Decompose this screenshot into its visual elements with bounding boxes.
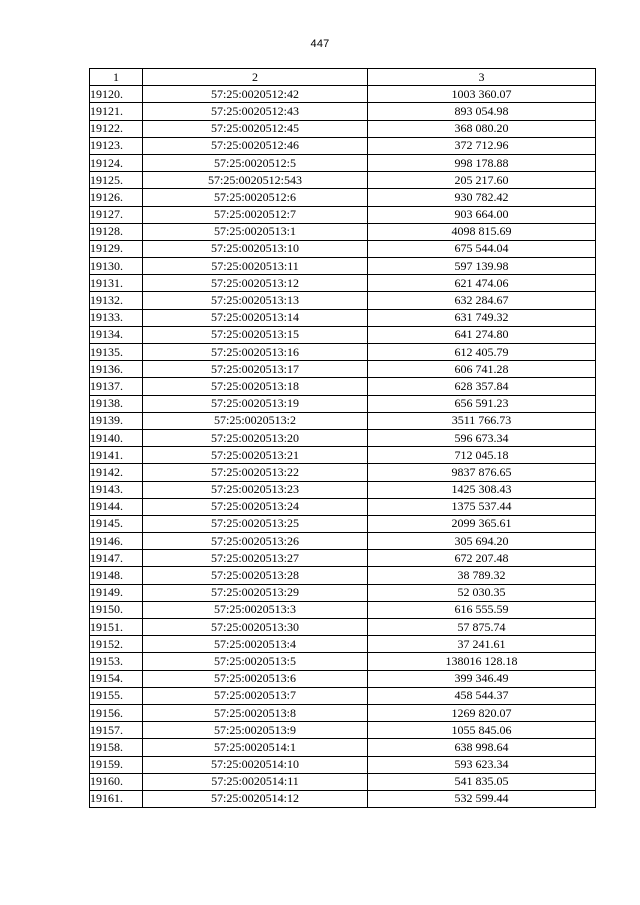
cadastral-number-cell: 57:25:0020513:29	[143, 584, 368, 601]
value-cell: 399 346.49	[368, 670, 596, 687]
table-row	[90, 601, 596, 618]
cadastral-number-cell: 57:25:0020513:7	[143, 687, 368, 704]
value-cell: 712 045.18	[368, 447, 596, 464]
value-cell: 4098 815.69	[368, 223, 596, 240]
column-header-3: 3	[368, 69, 596, 86]
cadastral-number-cell: 57:25:0020513:26	[143, 533, 368, 550]
value-cell: 593 623.34	[368, 756, 596, 773]
table-row	[90, 790, 596, 807]
cadastral-number-cell: 57:25:0020514:10	[143, 756, 368, 773]
value-cell: 616 555.59	[368, 601, 596, 618]
value-cell: 903 664.00	[368, 206, 596, 223]
value-cell: 930 782.42	[368, 189, 596, 206]
value-cell: 638 998.64	[368, 739, 596, 756]
cadastral-number-cell: 57:25:0020514:11	[143, 773, 368, 790]
value-cell: 3511 766.73	[368, 412, 596, 429]
cadastral-number-cell: 57:25:0020513:12	[143, 275, 368, 292]
row-number-cell: 19143.	[90, 481, 143, 498]
value-cell: 893 054.98	[368, 103, 596, 120]
table-row	[90, 240, 596, 257]
table-row	[90, 739, 596, 756]
value-cell: 532 599.44	[368, 790, 596, 807]
cadastral-number-cell: 57:25:0020514:12	[143, 790, 368, 807]
row-number-cell: 19139.	[90, 412, 143, 429]
row-number-cell: 19133.	[90, 309, 143, 326]
row-number-cell: 19157.	[90, 722, 143, 739]
value-cell: 606 741.28	[368, 361, 596, 378]
table-row	[90, 361, 596, 378]
table-row	[90, 653, 596, 670]
cadastral-number-cell: 57:25:0020513:9	[143, 722, 368, 739]
cadastral-number-cell: 57:25:0020513:18	[143, 378, 368, 395]
cadastral-number-cell: 57:25:0020513:28	[143, 567, 368, 584]
column-header-1: 1	[90, 69, 143, 86]
table-row	[90, 395, 596, 412]
value-cell: 205 217.60	[368, 172, 596, 189]
cadastral-number-cell: 57:25:0020512:42	[143, 86, 368, 103]
value-cell: 9837 876.65	[368, 464, 596, 481]
cadastral-number-cell: 57:25:0020513:14	[143, 309, 368, 326]
table-row	[90, 722, 596, 739]
table-row	[90, 275, 596, 292]
table-row	[90, 498, 596, 515]
cadastral-number-cell: 57:25:0020513:23	[143, 481, 368, 498]
row-number-cell: 19135.	[90, 344, 143, 361]
row-number-cell: 19127.	[90, 206, 143, 223]
row-number-cell: 19149.	[90, 584, 143, 601]
cadastral-number-cell: 57:25:0020513:10	[143, 240, 368, 257]
cadastral-number-cell: 57:25:0020513:13	[143, 292, 368, 309]
cadastral-number-cell: 57:25:0020513:15	[143, 326, 368, 343]
row-number-cell: 19120.	[90, 86, 143, 103]
row-number-cell: 19156.	[90, 704, 143, 721]
table-row	[90, 533, 596, 550]
row-number-cell: 19154.	[90, 670, 143, 687]
value-cell: 38 789.32	[368, 567, 596, 584]
table-row	[90, 429, 596, 446]
table-row	[90, 326, 596, 343]
table-body	[90, 86, 596, 808]
row-number-cell: 19151.	[90, 619, 143, 636]
cadastral-number-cell: 57:25:0020513:8	[143, 704, 368, 721]
table-row	[90, 86, 596, 103]
cadastral-number-cell: 57:25:0020513:19	[143, 395, 368, 412]
table-row	[90, 309, 596, 326]
table-row	[90, 756, 596, 773]
value-cell: 998 178.88	[368, 154, 596, 171]
row-number-cell: 19155.	[90, 687, 143, 704]
cadastral-number-cell: 57:25:0020513:16	[143, 344, 368, 361]
row-number-cell: 19159.	[90, 756, 143, 773]
row-number-cell: 19146.	[90, 533, 143, 550]
cadastral-number-cell: 57:25:0020513:24	[143, 498, 368, 515]
cadastral-number-cell: 57:25:0020513:5	[143, 653, 368, 670]
table-row	[90, 567, 596, 584]
table-row	[90, 344, 596, 361]
value-cell: 368 080.20	[368, 120, 596, 137]
cadastral-number-cell: 57:25:0020513:21	[143, 447, 368, 464]
cadastral-number-cell: 57:25:0020513:11	[143, 258, 368, 275]
table-row	[90, 704, 596, 721]
row-number-cell: 19123.	[90, 137, 143, 154]
row-number-cell: 19158.	[90, 739, 143, 756]
table-row	[90, 206, 596, 223]
row-number-cell: 19161.	[90, 790, 143, 807]
table-row	[90, 223, 596, 240]
cadastral-number-cell: 57:25:0020513:25	[143, 515, 368, 532]
cadastral-table	[89, 68, 596, 808]
table-row	[90, 378, 596, 395]
table-header-row	[90, 69, 596, 86]
value-cell: 641 274.80	[368, 326, 596, 343]
row-number-cell: 19160.	[90, 773, 143, 790]
row-number-cell: 19122.	[90, 120, 143, 137]
table-row	[90, 292, 596, 309]
value-cell: 631 749.32	[368, 309, 596, 326]
row-number-cell: 19144.	[90, 498, 143, 515]
row-number-cell: 19121.	[90, 103, 143, 120]
row-number-cell: 19125.	[90, 172, 143, 189]
column-header-2: 2	[143, 69, 368, 86]
table-row	[90, 636, 596, 653]
row-number-cell: 19148.	[90, 567, 143, 584]
cadastral-number-cell: 57:25:0020514:1	[143, 739, 368, 756]
cadastral-number-cell: 57:25:0020513:30	[143, 619, 368, 636]
value-cell: 621 474.06	[368, 275, 596, 292]
cadastral-number-cell: 57:25:0020513:22	[143, 464, 368, 481]
value-cell: 612 405.79	[368, 344, 596, 361]
row-number-cell: 19145.	[90, 515, 143, 532]
value-cell: 1055 845.06	[368, 722, 596, 739]
value-cell: 305 694.20	[368, 533, 596, 550]
value-cell: 675 544.04	[368, 240, 596, 257]
table-row	[90, 550, 596, 567]
row-number-cell: 19131.	[90, 275, 143, 292]
cadastral-number-cell: 57:25:0020512:5	[143, 154, 368, 171]
cadastral-number-cell: 57:25:0020513:3	[143, 601, 368, 618]
cadastral-number-cell: 57:25:0020512:6	[143, 189, 368, 206]
table-row	[90, 412, 596, 429]
cadastral-number-cell: 57:25:0020513:1	[143, 223, 368, 240]
value-cell: 1375 537.44	[368, 498, 596, 515]
table-row	[90, 120, 596, 137]
value-cell: 628 357.84	[368, 378, 596, 395]
value-cell: 52 030.35	[368, 584, 596, 601]
cadastral-number-cell: 57:25:0020512:45	[143, 120, 368, 137]
row-number-cell: 19140.	[90, 429, 143, 446]
value-cell: 596 673.34	[368, 429, 596, 446]
cadastral-number-cell: 57:25:0020512:43	[143, 103, 368, 120]
value-cell: 1003 360.07	[368, 86, 596, 103]
table-row	[90, 464, 596, 481]
row-number-cell: 19147.	[90, 550, 143, 567]
row-number-cell: 19141.	[90, 447, 143, 464]
table-row	[90, 515, 596, 532]
value-cell: 1425 308.43	[368, 481, 596, 498]
row-number-cell: 19126.	[90, 189, 143, 206]
cadastral-number-cell: 57:25:0020512:543	[143, 172, 368, 189]
value-cell: 597 139.98	[368, 258, 596, 275]
row-number-cell: 19150.	[90, 601, 143, 618]
row-number-cell: 19128.	[90, 223, 143, 240]
value-cell: 2099 365.61	[368, 515, 596, 532]
row-number-cell: 19152.	[90, 636, 143, 653]
table-row	[90, 584, 596, 601]
table-row	[90, 137, 596, 154]
table-row	[90, 103, 596, 120]
row-number-cell: 19138.	[90, 395, 143, 412]
row-number-cell: 19142.	[90, 464, 143, 481]
table-row	[90, 670, 596, 687]
value-cell: 632 284.67	[368, 292, 596, 309]
cadastral-number-cell: 57:25:0020513:27	[143, 550, 368, 567]
table-row	[90, 619, 596, 636]
cadastral-number-cell: 57:25:0020513:20	[143, 429, 368, 446]
value-cell: 541 835.05	[368, 773, 596, 790]
value-cell: 1269 820.07	[368, 704, 596, 721]
value-cell: 372 712.96	[368, 137, 596, 154]
cadastral-number-cell: 57:25:0020513:17	[143, 361, 368, 378]
value-cell: 672 207.48	[368, 550, 596, 567]
cadastral-number-cell: 57:25:0020512:46	[143, 137, 368, 154]
value-cell: 458 544.37	[368, 687, 596, 704]
table-row	[90, 172, 596, 189]
cadastral-number-cell: 57:25:0020513:2	[143, 412, 368, 429]
page-number: 447	[310, 38, 330, 50]
table-row	[90, 687, 596, 704]
cadastral-number-cell: 57:25:0020512:7	[143, 206, 368, 223]
value-cell: 656 591.23	[368, 395, 596, 412]
table-row	[90, 773, 596, 790]
table-row	[90, 258, 596, 275]
row-number-cell: 19136.	[90, 361, 143, 378]
row-number-cell: 19137.	[90, 378, 143, 395]
row-number-cell: 19134.	[90, 326, 143, 343]
table-row	[90, 189, 596, 206]
cadastral-number-cell: 57:25:0020513:6	[143, 670, 368, 687]
value-cell: 37 241.61	[368, 636, 596, 653]
cadastral-number-cell: 57:25:0020513:4	[143, 636, 368, 653]
value-cell: 57 875.74	[368, 619, 596, 636]
table-row	[90, 481, 596, 498]
table-row	[90, 447, 596, 464]
row-number-cell: 19153.	[90, 653, 143, 670]
value-cell: 138016 128.18	[368, 653, 596, 670]
row-number-cell: 19129.	[90, 240, 143, 257]
row-number-cell: 19132.	[90, 292, 143, 309]
table-row	[90, 154, 596, 171]
row-number-cell: 19124.	[90, 154, 143, 171]
row-number-cell: 19130.	[90, 258, 143, 275]
